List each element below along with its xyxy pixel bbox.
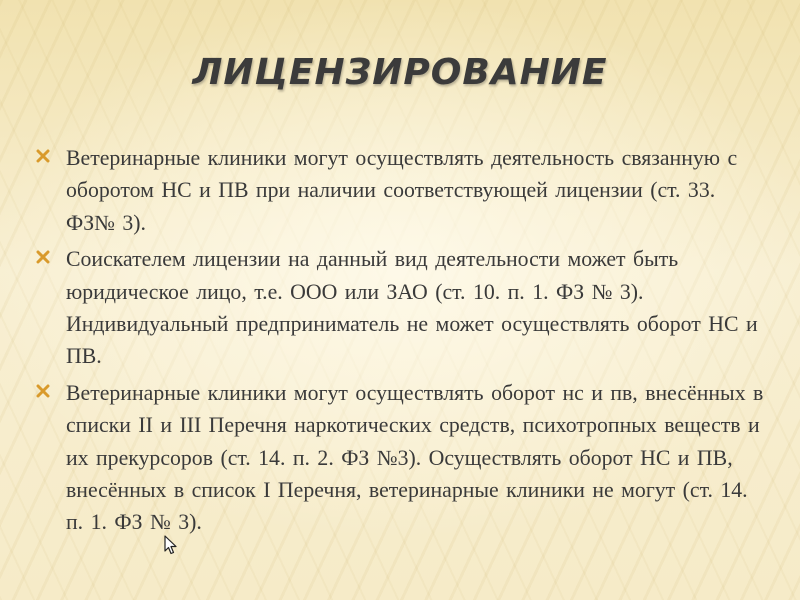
mouse-pointer-icon — [164, 535, 178, 555]
x-bullet-icon — [36, 149, 50, 163]
x-bullet-icon — [36, 250, 50, 264]
bullet-item — [34, 243, 764, 373]
bullet-item — [34, 377, 764, 539]
bullet-text: Ветеринарные клиники могут осуществлять оборот нс и пв, внесённых в списки II и III Перечня наркотических средств, психотропных веществ и их прекурсоров (ст. 14. п. 2. ФЗ №3). Осуществлять оборот НС и ПВ, внесённых в список I Перечня, ветеринарные клиники не могут (ст. 14. п. 1. ФЗ № 3). — [66, 380, 764, 535]
bullet-list — [34, 142, 764, 543]
bullet-item — [34, 142, 764, 239]
bullet-text: Соискателем лицензии на данный вид деятельности может быть юридическое лицо, т.е. ООО или ЗАО (ст. 10. п. 1. ФЗ № 3). Индивидуальный предприниматель не может осуществлять оборот НС и ПВ. — [66, 247, 758, 369]
bullet-text: Ветеринарные клиники могут осуществлять деятельность связанную с оборотом НС и ПВ при наличии соответствующей лицензии (ст. 33. ФЗ№ 3). — [66, 146, 738, 235]
slide-title: ЛИЦЕНЗИРОВАНИЕ — [192, 52, 608, 93]
x-bullet-icon — [36, 384, 50, 398]
